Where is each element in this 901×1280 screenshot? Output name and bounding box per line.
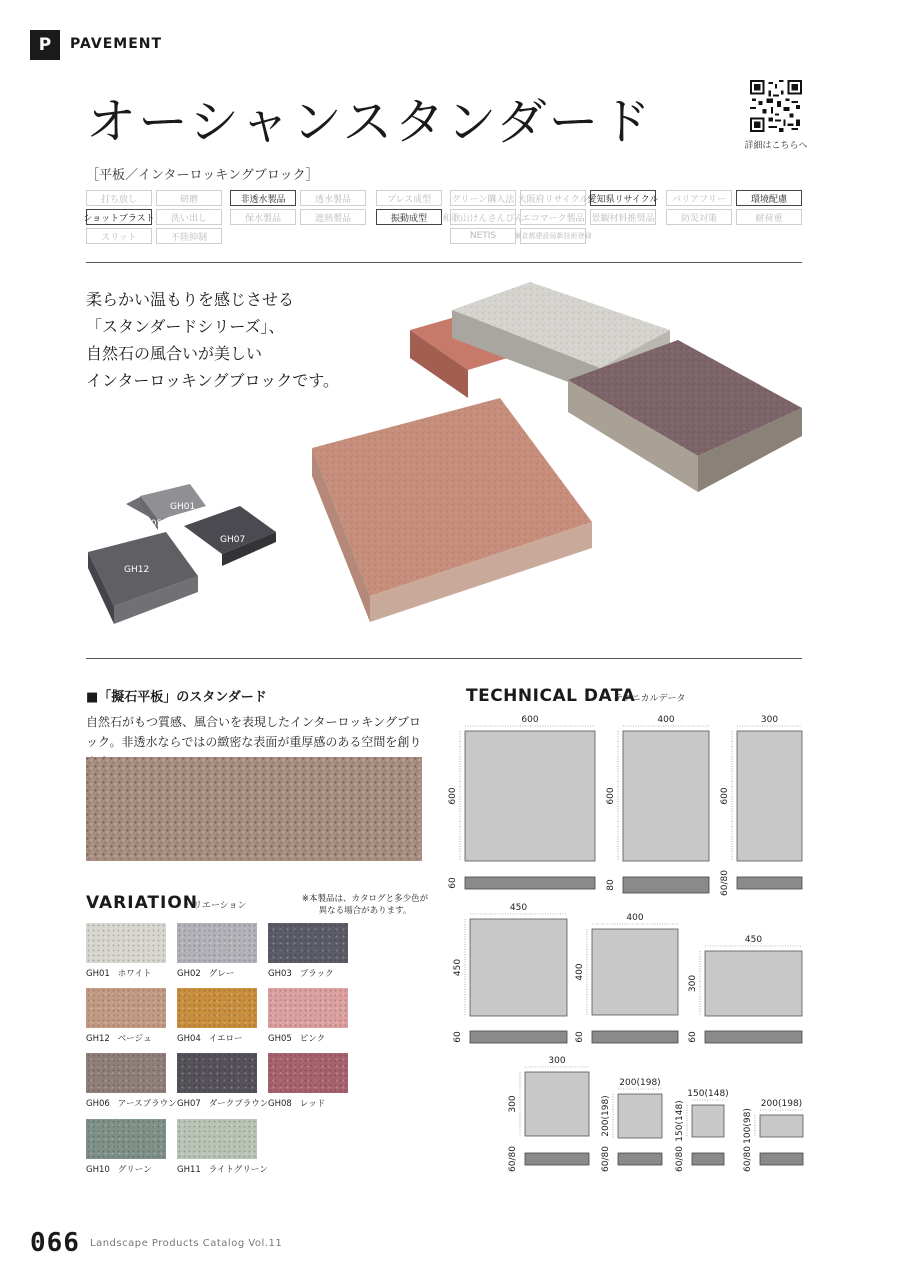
qr-code[interactable] — [750, 80, 802, 132]
block-top-view — [760, 1115, 803, 1137]
feature-tag: 洗い出し — [156, 209, 222, 225]
inset-label-gh12: GH12 — [124, 565, 150, 575]
technical-title: TECHNICAL DATA — [466, 686, 636, 706]
feature-tag: 透水製品 — [300, 190, 366, 206]
thickness-label: 60 — [448, 877, 458, 889]
catalog-title: Landscape Products Catalog Vol.11 — [90, 1238, 283, 1249]
feature-tag: 大阪府リサイクル — [520, 190, 586, 206]
depth-label: 150(148) — [675, 1100, 685, 1142]
swatch-code: GH08 — [268, 1099, 292, 1109]
swatch-label — [177, 1097, 268, 1109]
divider — [86, 658, 802, 659]
swatch-name: ピンク — [299, 1034, 326, 1044]
section-badge: P — [30, 30, 60, 60]
feature-tag: 耐荷重 — [736, 209, 802, 225]
feature-tag: 東京都建設局新技術登録 — [520, 228, 586, 244]
product-category: ［平板／インターロッキングブロック］ — [86, 168, 319, 183]
block-top-view — [465, 731, 595, 861]
width-label: 400 — [626, 913, 644, 923]
swatch-code: GH07 — [177, 1099, 201, 1109]
technical-drawings — [440, 705, 815, 1175]
swatch-label — [268, 1032, 325, 1044]
technical-subtitle: テクニカルデータ — [614, 694, 686, 704]
swatch-code: GH11 — [177, 1165, 201, 1175]
block-top-view — [618, 1094, 662, 1138]
thickness-label: 60/80 — [675, 1146, 685, 1172]
feature-tag: 不陸抑制 — [156, 228, 222, 244]
block-side-view — [623, 877, 709, 893]
depth-label: 200(198) — [601, 1095, 611, 1137]
standard-heading: ■「擬石平板」のスタンダード — [86, 690, 267, 705]
depth-label: 300 — [688, 974, 698, 993]
color-swatch — [86, 923, 166, 963]
feature-tag: バリアフリー — [666, 190, 732, 206]
color-swatch — [86, 1119, 166, 1159]
feature-tag: 防災対策 — [666, 209, 732, 225]
thickness-label: 60 — [575, 1031, 585, 1043]
block-top-view — [470, 919, 567, 1016]
swatch-name: イエロー — [208, 1034, 243, 1044]
swatch-name: ホワイト — [117, 969, 152, 979]
swatch-code: GH05 — [268, 1034, 292, 1044]
thickness-label: 60 — [688, 1031, 698, 1043]
swatch-code: GH10 — [86, 1165, 110, 1175]
swatch-code: GH02 — [177, 969, 201, 979]
feature-tag: 和歌山けんさんぴん — [450, 209, 516, 225]
feature-tag: エコマーク製品 — [520, 209, 586, 225]
lead-line: 「スタンダードシリーズ」、 — [86, 317, 285, 336]
variation-subtitle: バリエーション — [184, 901, 247, 911]
swatch-name: ライトグリーン — [208, 1165, 268, 1175]
thickness-label: 80 — [606, 879, 616, 891]
block-side-view — [470, 1031, 567, 1043]
width-label: 450 — [509, 903, 528, 913]
feature-tag: 振動成型 — [376, 209, 442, 225]
swatch-name: グレー — [208, 969, 235, 979]
feature-tag: ショットブラスト — [86, 209, 152, 225]
swatch-label — [177, 1163, 268, 1175]
feature-tag: 遮熱製品 — [300, 209, 366, 225]
width-label: 600 — [521, 715, 539, 725]
divider — [86, 262, 802, 263]
block-top-view — [692, 1105, 724, 1137]
depth-label: 450 — [453, 958, 463, 977]
feature-tag: グリーン購入法 — [450, 190, 516, 206]
block-side-view — [737, 877, 802, 889]
swatch-label — [86, 1097, 177, 1109]
variation-title: VARIATION — [86, 893, 199, 913]
lead-line: 自然石の風合いが美しい — [86, 344, 263, 363]
surface-texture-image — [86, 757, 422, 861]
block-top-view — [592, 929, 678, 1015]
block-side-view — [525, 1153, 589, 1165]
standard-description: 自然石がもつ質感、風合いを表現したインターロッキングブロック。非透水ならではの緻密な表面が重厚感のある空間を創り — [86, 715, 422, 749]
depth-label: 400 — [575, 963, 585, 981]
width-label: 300 — [548, 1056, 566, 1066]
thickness-label: 60/80 — [743, 1146, 753, 1172]
color-swatch — [177, 1119, 257, 1159]
swatch-label — [268, 967, 334, 979]
color-swatch — [268, 1053, 348, 1093]
feature-tag: 保水製品 — [230, 209, 296, 225]
swatch-code: GH04 — [177, 1034, 201, 1044]
swatch-name: アースブラウン — [117, 1099, 177, 1109]
inset-label-gh01: GH01 — [170, 502, 196, 512]
lead-line: 柔らかい温もりを感じさせる — [86, 290, 295, 309]
thickness-label: 60/80 — [508, 1146, 518, 1172]
width-label: 200(198) — [760, 1099, 803, 1109]
swatch-label — [86, 967, 152, 979]
feature-tag: NETIS — [450, 228, 516, 244]
feature-tag: 環境配慮 — [736, 190, 802, 206]
feature-tag: 愛知県リサイクル — [590, 190, 656, 206]
feature-tag: 研磨 — [156, 190, 222, 206]
swatch-name: レッド — [299, 1099, 326, 1109]
block-top-view — [623, 731, 709, 861]
variation-note: ※本製品は、カタログと多少色が異なる場合があります。 — [301, 894, 429, 916]
feature-tag: スリット — [86, 228, 152, 244]
depth-label: 300 — [508, 1095, 518, 1113]
swatch-name: ダークブラウン — [208, 1099, 269, 1109]
swatch-name: ブラック — [299, 969, 334, 979]
page-number: 066 — [30, 1228, 80, 1258]
width-label: 150(148) — [687, 1089, 729, 1099]
color-swatch — [177, 923, 257, 963]
thickness-label: 60 — [453, 1031, 463, 1043]
qr-caption: 詳細はこちらへ — [744, 141, 808, 151]
thickness-label: 60/80 — [720, 870, 730, 896]
color-swatch — [86, 988, 166, 1028]
depth-label: 600 — [720, 787, 730, 805]
swatch-name: グリーン — [117, 1165, 152, 1175]
lead-copy — [86, 286, 339, 394]
swatch-label — [177, 1032, 242, 1044]
page-title: オーシャンスタンダード — [86, 93, 653, 151]
block-top-view — [737, 731, 802, 861]
depth-label: 600 — [448, 787, 458, 805]
block-side-view — [618, 1153, 662, 1165]
color-swatch — [86, 1053, 166, 1093]
swatch-label — [177, 967, 234, 979]
swatch-code: GH12 — [86, 1034, 110, 1044]
feature-tag: 非透水製品 — [230, 190, 296, 206]
swatch-label — [268, 1097, 325, 1109]
depth-label: 600 — [606, 787, 616, 805]
width-label: 400 — [657, 715, 675, 725]
block-side-view — [760, 1153, 803, 1165]
inset-label-gh07: GH07 — [220, 535, 246, 545]
inset-label-gh05: GH05 — [137, 519, 163, 529]
section-label: PAVEMENT — [70, 36, 163, 52]
block-side-view — [465, 877, 595, 889]
color-swatch — [268, 923, 348, 963]
swatch-label — [86, 1032, 151, 1044]
block-side-view — [705, 1031, 802, 1043]
depth-label: 100(98) — [743, 1108, 753, 1144]
block-top-view — [525, 1072, 589, 1136]
width-label: 200(198) — [619, 1078, 661, 1088]
feature-tag: 景観材料推奨品 — [590, 209, 656, 225]
feature-tag-grid — [83, 190, 804, 246]
block-top-view — [705, 951, 802, 1016]
thickness-label: 60/80 — [601, 1146, 611, 1172]
color-swatch — [268, 988, 348, 1028]
swatch-code: GH01 — [86, 969, 110, 979]
feature-tag: プレス成型 — [376, 190, 442, 206]
lead-line: インターロッキングブロックです。 — [86, 371, 339, 390]
block-side-view — [592, 1031, 678, 1043]
swatch-code: GH03 — [268, 969, 292, 979]
feature-tag: 打ち放し — [86, 190, 152, 206]
width-label: 450 — [744, 935, 763, 945]
color-swatch — [177, 1053, 257, 1093]
block-side-view — [692, 1153, 724, 1165]
color-swatch — [177, 988, 257, 1028]
swatch-label — [86, 1163, 152, 1175]
swatch-code: GH06 — [86, 1099, 110, 1109]
swatch-name: ベージュ — [117, 1034, 152, 1044]
width-label: 300 — [760, 715, 779, 725]
